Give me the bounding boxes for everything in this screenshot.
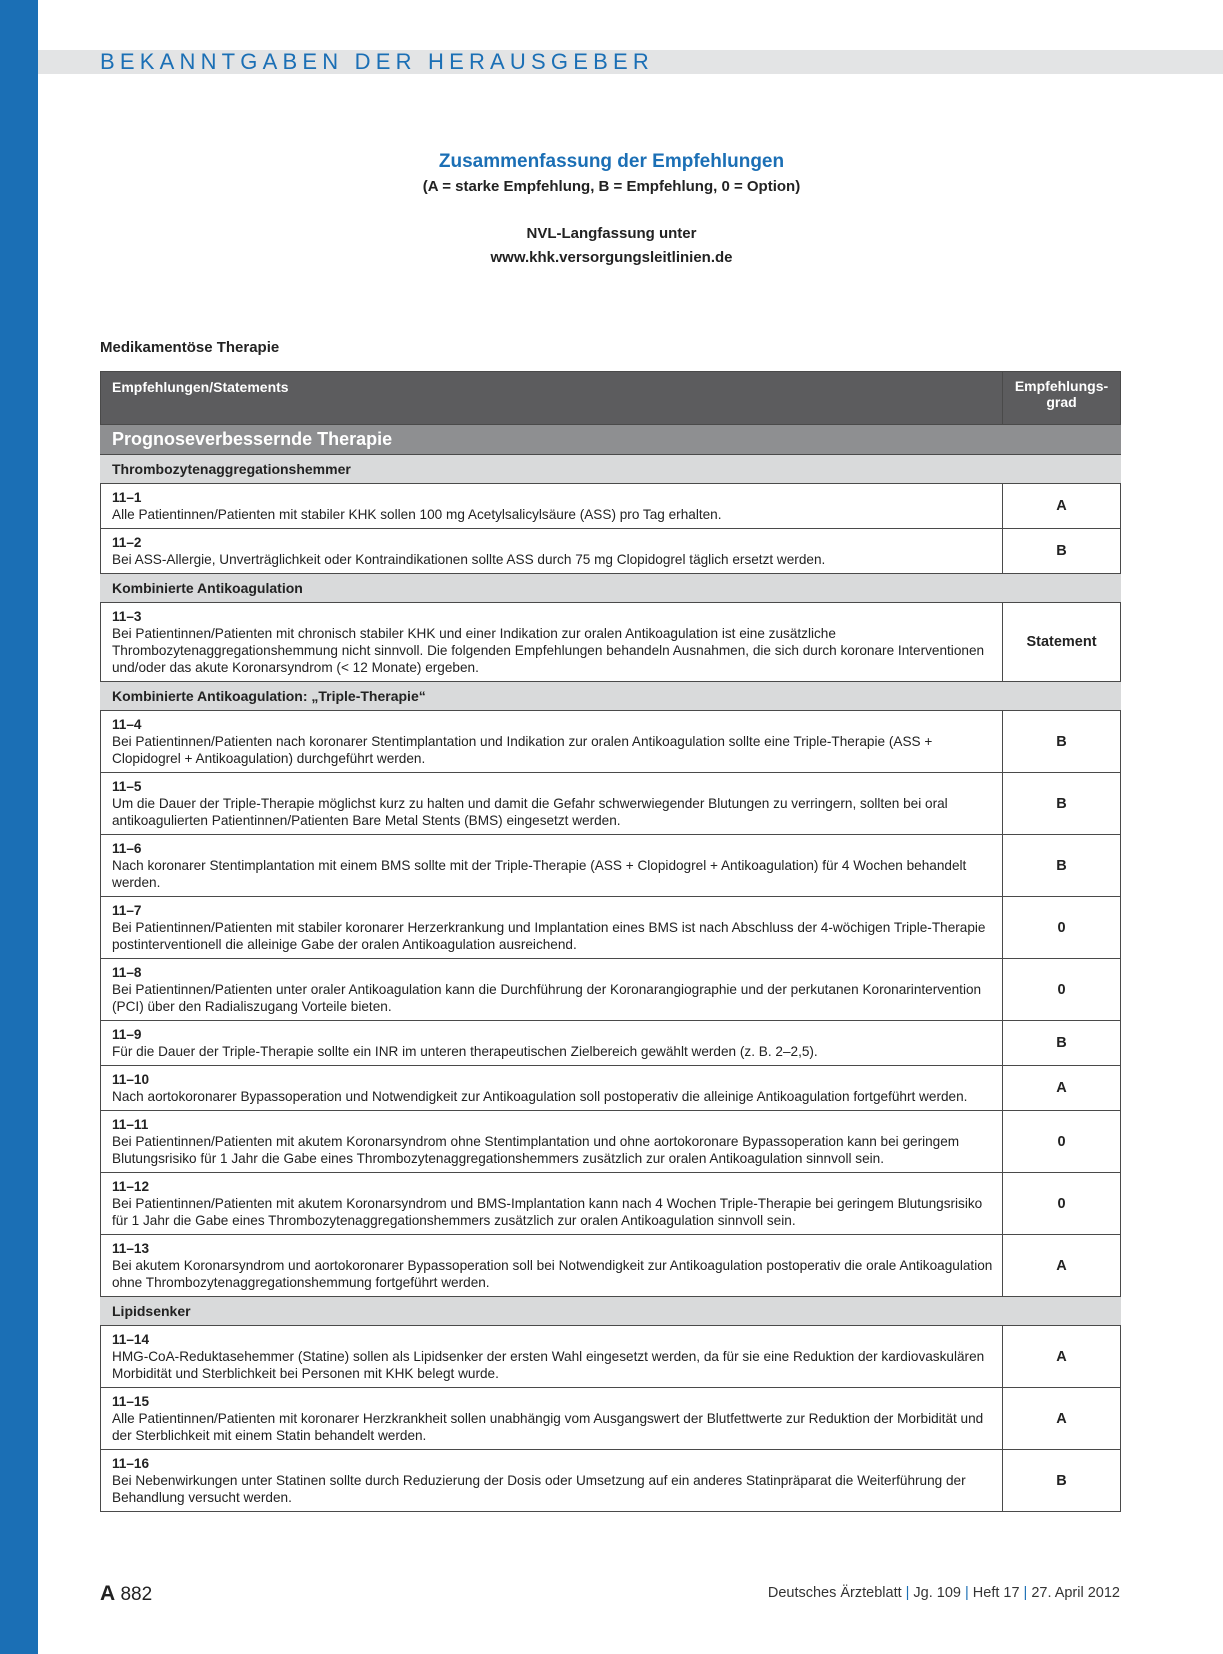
row-grade: B [1003, 835, 1121, 897]
table-row [101, 773, 1121, 835]
table-row [101, 959, 1121, 1021]
row-text: Bei Patientinnen/Patienten mit chronisch stabiler KHK und einer Indikation zur oralen Antikoagulation ist eine zusätzliche Thrombozytenaggregationshemmung nicht sinnvoll. Die folgenden Empfehlungen behandeln Ausnahmen, die sich durch koronare Interventionen und/oder das akute Koronarsyndrom (< 12 Monate) ergeben. [112, 626, 985, 675]
row-number: 11–9 [112, 1027, 142, 1042]
table-header-row [101, 372, 1121, 425]
subsection-title: Kombinierte Antikoagulation [101, 574, 1121, 603]
row-text: HMG-CoA-Reduktasehemmer (Statine) sollen als Lipidsenker der ersten Wahl eingesetzt werden, da für sie eine Reduktion der kardiovaskulären Morbidität und Sterblichkeit bei Personen mit KHK belegt wurde. [112, 1349, 985, 1381]
page-number [100, 1582, 152, 1606]
row-number: 11–5 [112, 779, 142, 794]
row-grade: B [1003, 773, 1121, 835]
row-text: Bei Patientinnen/Patienten mit stabiler koronarer Herzerkrankung und Implantation eines BMS ist nach Abschluss der 4-wöchigen Triple-Therapie postinterventionell die alleinige Gabe der oralen Antikoagulation ausreichend. [112, 920, 986, 952]
journal-date: 27. April 2012 [1031, 1585, 1120, 1601]
journal-issue: Heft 17 [972, 1585, 1020, 1601]
header-grade-line2: grad [1046, 394, 1077, 410]
page-prefix: A [100, 1582, 116, 1605]
table-row [101, 1021, 1121, 1066]
nvl-link[interactable]: www.khk.versorgungsleitlinien.de [490, 249, 733, 266]
summary-subtitle: (A = starke Empfehlung, B = Empfehlung, 0 = Option) [422, 178, 801, 195]
subsection-row [101, 1297, 1121, 1326]
table-row [101, 711, 1121, 773]
separator: | [965, 1585, 969, 1601]
row-number: 11–16 [112, 1456, 150, 1471]
row-number: 11–6 [112, 841, 142, 856]
table-row [101, 1450, 1121, 1512]
journal-name: Deutsches Ärzteblatt [767, 1585, 902, 1601]
nvl-line-1: NVL-Langfassung unter [526, 225, 697, 242]
subsection-row [101, 574, 1121, 603]
table-title: Medikamentöse Therapie [100, 339, 280, 356]
table-row [101, 835, 1121, 897]
row-grade: A [1003, 1235, 1121, 1297]
table-row [101, 1111, 1121, 1173]
separator: | [905, 1585, 910, 1601]
table-row [101, 1326, 1121, 1388]
subsection-title: Thrombozytenaggregationshemmer [101, 455, 1121, 484]
row-text: Bei ASS-Allergie, Unverträglichkeit oder Kontraindikationen sollte ASS durch 75 mg Clopidogrel täglich ersetzt werden. [112, 552, 826, 567]
row-number: 11–10 [112, 1072, 150, 1087]
table-row [101, 1173, 1121, 1235]
row-grade: A [1003, 1066, 1121, 1111]
table-row [101, 1388, 1121, 1450]
row-number: 11–3 [112, 609, 142, 624]
row-text: Um die Dauer der Triple-Therapie möglichst kurz zu halten und damit die Gefahr schwerwiegender Blutungen zu verringern, sollten bei oral antikoagulierten Patientinnen/Patienten Bare Metal Stents (BMS) eingesetzt werden. [112, 796, 948, 828]
row-grade: B [1003, 711, 1121, 773]
main-section-row [101, 425, 1121, 455]
row-text: Für die Dauer der Triple-Therapie sollte ein INR im unteren therapeutischen Zielbereich gewählt werden (z. B. 2–2,5). [112, 1044, 818, 1059]
row-grade: B [1003, 1021, 1121, 1066]
row-number: 11–14 [112, 1332, 150, 1347]
subsection-title: Kombinierte Antikoagulation: „Triple-Therapie“ [101, 682, 1121, 711]
journal-citation [768, 1585, 1120, 1601]
row-grade: B [1003, 1450, 1121, 1512]
recommendations-table [100, 371, 1121, 1512]
header-grade [1003, 372, 1121, 425]
subsection-row [101, 682, 1121, 711]
row-text: Alle Patientinnen/Patienten mit koronarer Herzkrankheit sollen unabhängig vom Ausgangswert der Blutfettwerte zur Reduktion der Morbidität und der Sterblichkeit mit einem Statin behandelt werden. [112, 1411, 984, 1443]
row-grade: 0 [1003, 959, 1121, 1021]
row-grade: 0 [1003, 1111, 1121, 1173]
row-text: Bei akutem Koronarsyndrom und aortokoronarer Bypassoperation soll bei Notwendigkeit zur Antikoagulation postoperativ die orale Antikoagulation ohne Thrombozytenaggregationshemmung fortgeführt werden. [112, 1258, 993, 1290]
main-section-title: Prognoseverbessernde Therapie [101, 425, 1121, 455]
row-grade: 0 [1003, 897, 1121, 959]
row-text: Alle Patientinnen/Patienten mit stabiler KHK sollen 100 mg Acetylsalicylsäure (ASS) pro Tag erhalten. [112, 507, 722, 522]
row-number: 11–13 [112, 1241, 150, 1256]
row-number: 11–1 [112, 490, 142, 505]
header-statements: Empfehlungen/Statements [101, 372, 1003, 425]
table-row [101, 897, 1121, 959]
header-grade-line1: Empfehlungs- [1014, 378, 1109, 394]
row-number: 11–8 [112, 965, 142, 980]
table-row [101, 1066, 1121, 1111]
row-number: 11–15 [112, 1394, 150, 1409]
summary-title: Zusammenfassung der Empfehlungen [438, 151, 785, 172]
subsection-title: Lipidsenker [101, 1297, 1121, 1326]
row-text: Bei Patientinnen/Patienten unter oraler Antikoagulation kann die Durchführung der Koronarangiographie und der perkutanen Koronarintervention (PCI) über den Radialiszugang Vorteile bieten. [112, 982, 982, 1014]
row-text: Nach koronarer Stentimplantation mit einem BMS sollte mit der Triple-Therapie (ASS + Clopidogrel + Antikoagulation) für 4 Wochen behandelt werden. [112, 858, 967, 890]
row-text: Bei Nebenwirkungen unter Statinen sollte durch Reduzierung der Dosis oder Umsetzung auf ein anderes Statinpräparat die Weiterführung der Behandlung versucht werden. [112, 1473, 966, 1505]
row-grade: A [1003, 484, 1121, 529]
table-row [101, 484, 1121, 529]
row-grade: B [1003, 529, 1121, 574]
section-header: BEKANNTGABEN DER HERAUSGEBER [100, 49, 654, 74]
journal-volume: Jg. 109 [913, 1585, 961, 1601]
row-grade: 0 [1003, 1173, 1121, 1235]
row-number: 11–11 [112, 1117, 149, 1132]
table-row [101, 529, 1121, 574]
row-text: Bei Patientinnen/Patienten mit akutem Koronarsyndrom und BMS-Implantation kann nach 4 Wochen Triple-Therapie bei geringem Blutungsrisiko für 1 Jahr die Gabe eines Thrombozytenaggregationshemmers zusätzlich zur oralen Antikoagulation sinnvoll sein. [112, 1196, 983, 1228]
row-number: 11–7 [112, 903, 142, 918]
row-number: 11–2 [112, 535, 142, 550]
row-number: 11–12 [112, 1179, 150, 1194]
row-text: Nach aortokoronarer Bypassoperation und Notwendigkeit zur Antikoagulation soll postoperativ die alleinige Antikoagulation fortgeführt werden. [112, 1089, 968, 1104]
table-row [101, 1235, 1121, 1297]
page-number-value: 882 [120, 1584, 153, 1605]
row-grade: A [1003, 1388, 1121, 1450]
row-grade: A [1003, 1326, 1121, 1388]
row-text: Bei Patientinnen/Patienten mit akutem Koronarsyndrom ohne Stentimplantation und ohne aortokoronare Bypassoperation kann bei geringem Blutungsrisiko für 1 Jahr die Gabe eines Thrombozytenaggregationshemmers zusätzlich zur oralen Antikoagulation sinnvoll sein. [112, 1134, 960, 1166]
subsection-row [101, 455, 1121, 484]
table-row [101, 603, 1121, 682]
row-grade: Statement [1003, 603, 1121, 682]
separator: | [1023, 1585, 1028, 1601]
row-text: Bei Patientinnen/Patienten nach koronarer Stentimplantation und Indikation zur oralen Antikoagulation sollte eine Triple-Therapie (ASS + Clopidogrel + Antikoagulation) durchgeführt werden. [112, 734, 933, 766]
row-number: 11–4 [112, 717, 142, 732]
